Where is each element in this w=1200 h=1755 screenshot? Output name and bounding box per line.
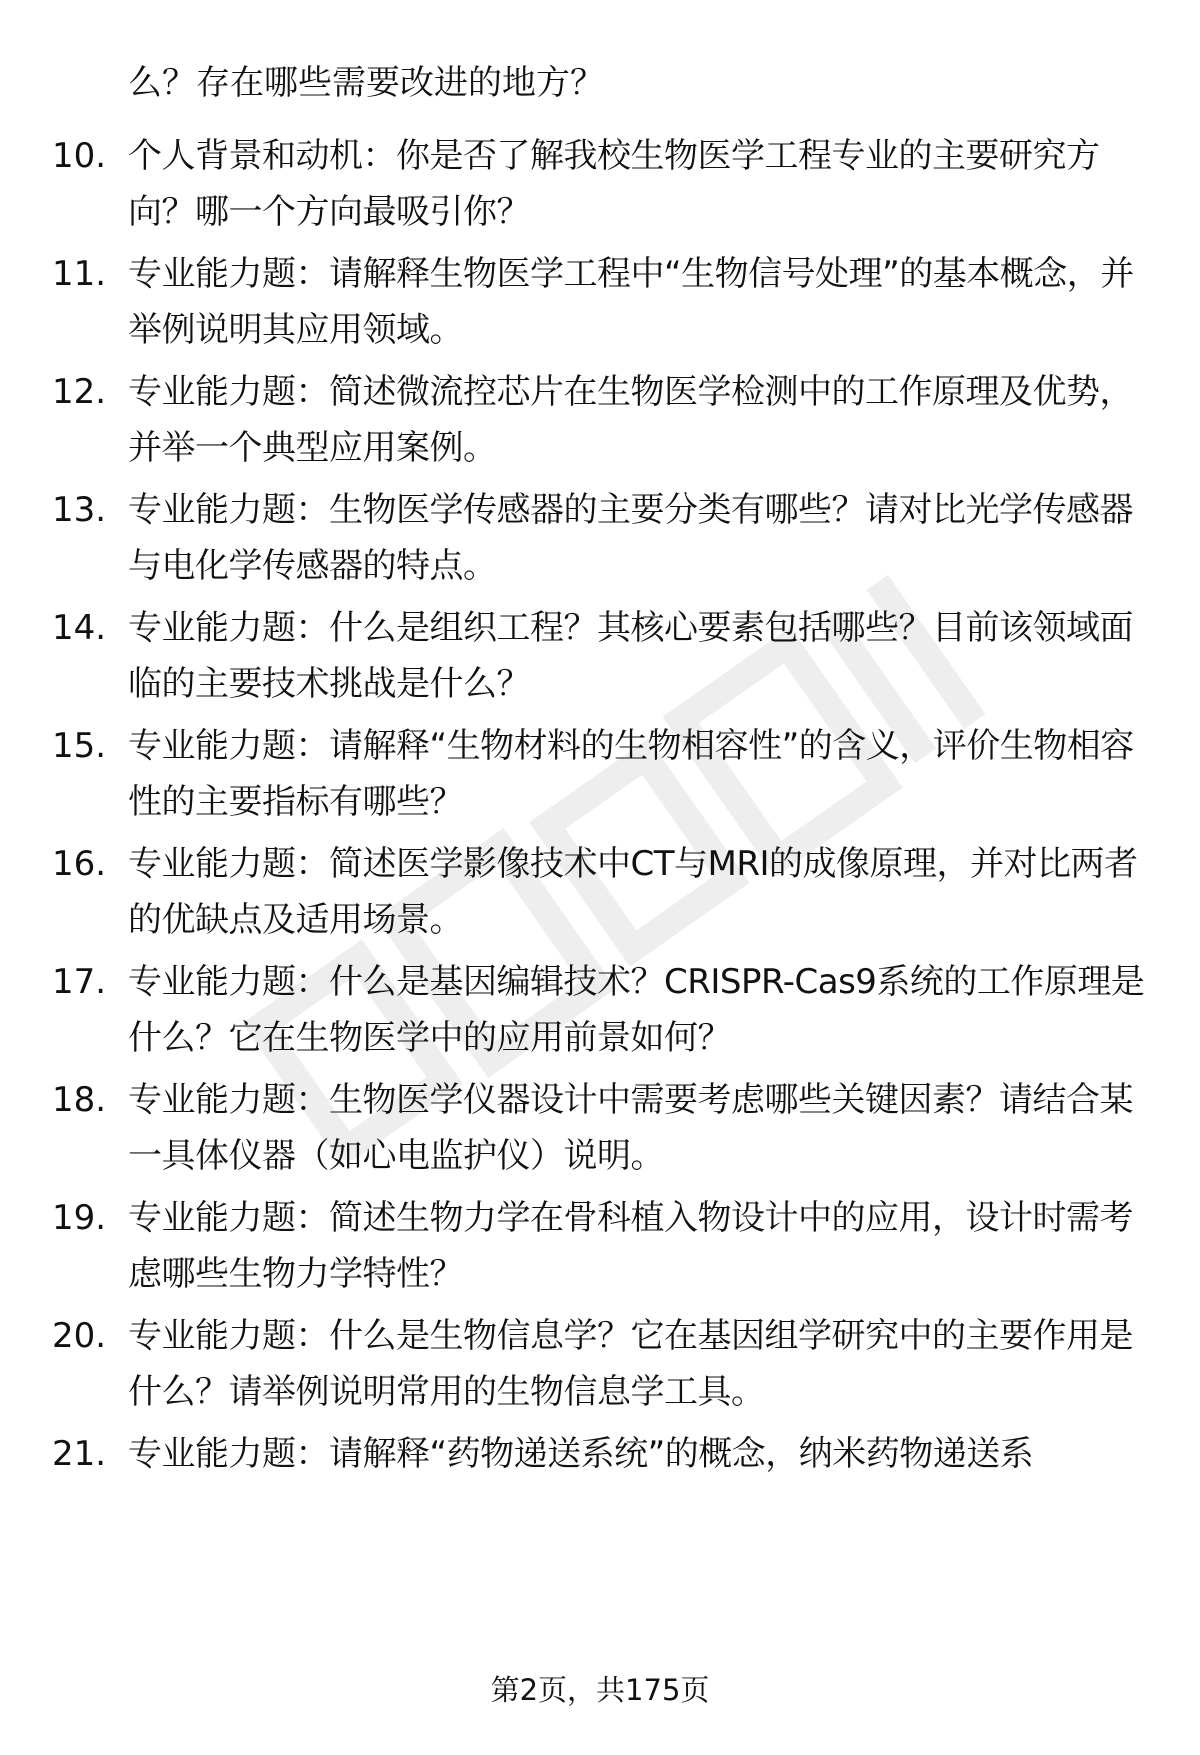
question-number: 21. xyxy=(52,1434,107,1474)
question-text: 专业能力题：什么是基因编辑技术？CRISPR-Cas9系统的工作原理是什么？它在生物医学中的应用前景如何？ xyxy=(128,962,1145,1058)
question-text: 专业能力题：请解释“药物递送系统”的概念，纳米药物递送系 xyxy=(128,1434,1034,1474)
question-text: 专业能力题：简述生物力学在骨科植入物设计中的应用，设计时需考虑哪些生物力学特性？ xyxy=(128,1198,1133,1294)
question-text: 专业能力题：生物医学传感器的主要分类有哪些？请对比光学传感器与电化学传感器的特点。 xyxy=(128,490,1133,586)
question-number: 20. xyxy=(52,1316,107,1356)
page-footer: 第2页，共175页 xyxy=(490,1673,710,1707)
continued-question-text: 么？存在哪些需要改进的地方？ xyxy=(128,63,604,103)
question-number: 17. xyxy=(52,962,107,1002)
question-text: 专业能力题：简述医学影像技术中CT与MRI的成像原理，并对比两者的优缺点及适用场景。 xyxy=(128,844,1138,940)
question-text: 专业能力题：什么是组织工程？其核心要素包括哪些？目前该领域面临的主要技术挑战是什么？ xyxy=(128,608,1133,704)
question-text: 专业能力题：请解释“生物材料的生物相容性”的含义，评价生物相容性的主要指标有哪些？ xyxy=(128,726,1134,822)
question-number: 18. xyxy=(52,1080,107,1120)
question-number: 14. xyxy=(52,608,107,648)
question-number: 15. xyxy=(52,726,107,766)
question-text: 专业能力题：什么是生物信息学？它在基因组学研究中的主要作用是什么？请举例说明常用的生物信息学工具。 xyxy=(128,1316,1133,1412)
question-number: 10. xyxy=(52,136,107,176)
question-number: 11. xyxy=(52,254,107,294)
question-text: 专业能力题：简述微流控芯片在生物医学检测中的工作原理及优势，并举一个典型应用案例。 xyxy=(128,372,1133,468)
question-text: 个人背景和动机：你是否了解我校生物医学工程专业的主要研究方向？哪一个方向最吸引你？ xyxy=(128,136,1100,232)
question-text: 专业能力题：请解释生物医学工程中“生物信号处理”的基本概念，并举例说明其应用领域。 xyxy=(128,254,1134,350)
question-number: 13. xyxy=(52,490,107,530)
question-number: 19. xyxy=(52,1198,107,1238)
question-number: 12. xyxy=(52,372,107,412)
question-number: 16. xyxy=(52,844,107,884)
question-text: 专业能力题：生物医学仪器设计中需要考虑哪些关键因素？请结合某一具体仪器（如心电监护仪）说明。 xyxy=(128,1080,1133,1176)
